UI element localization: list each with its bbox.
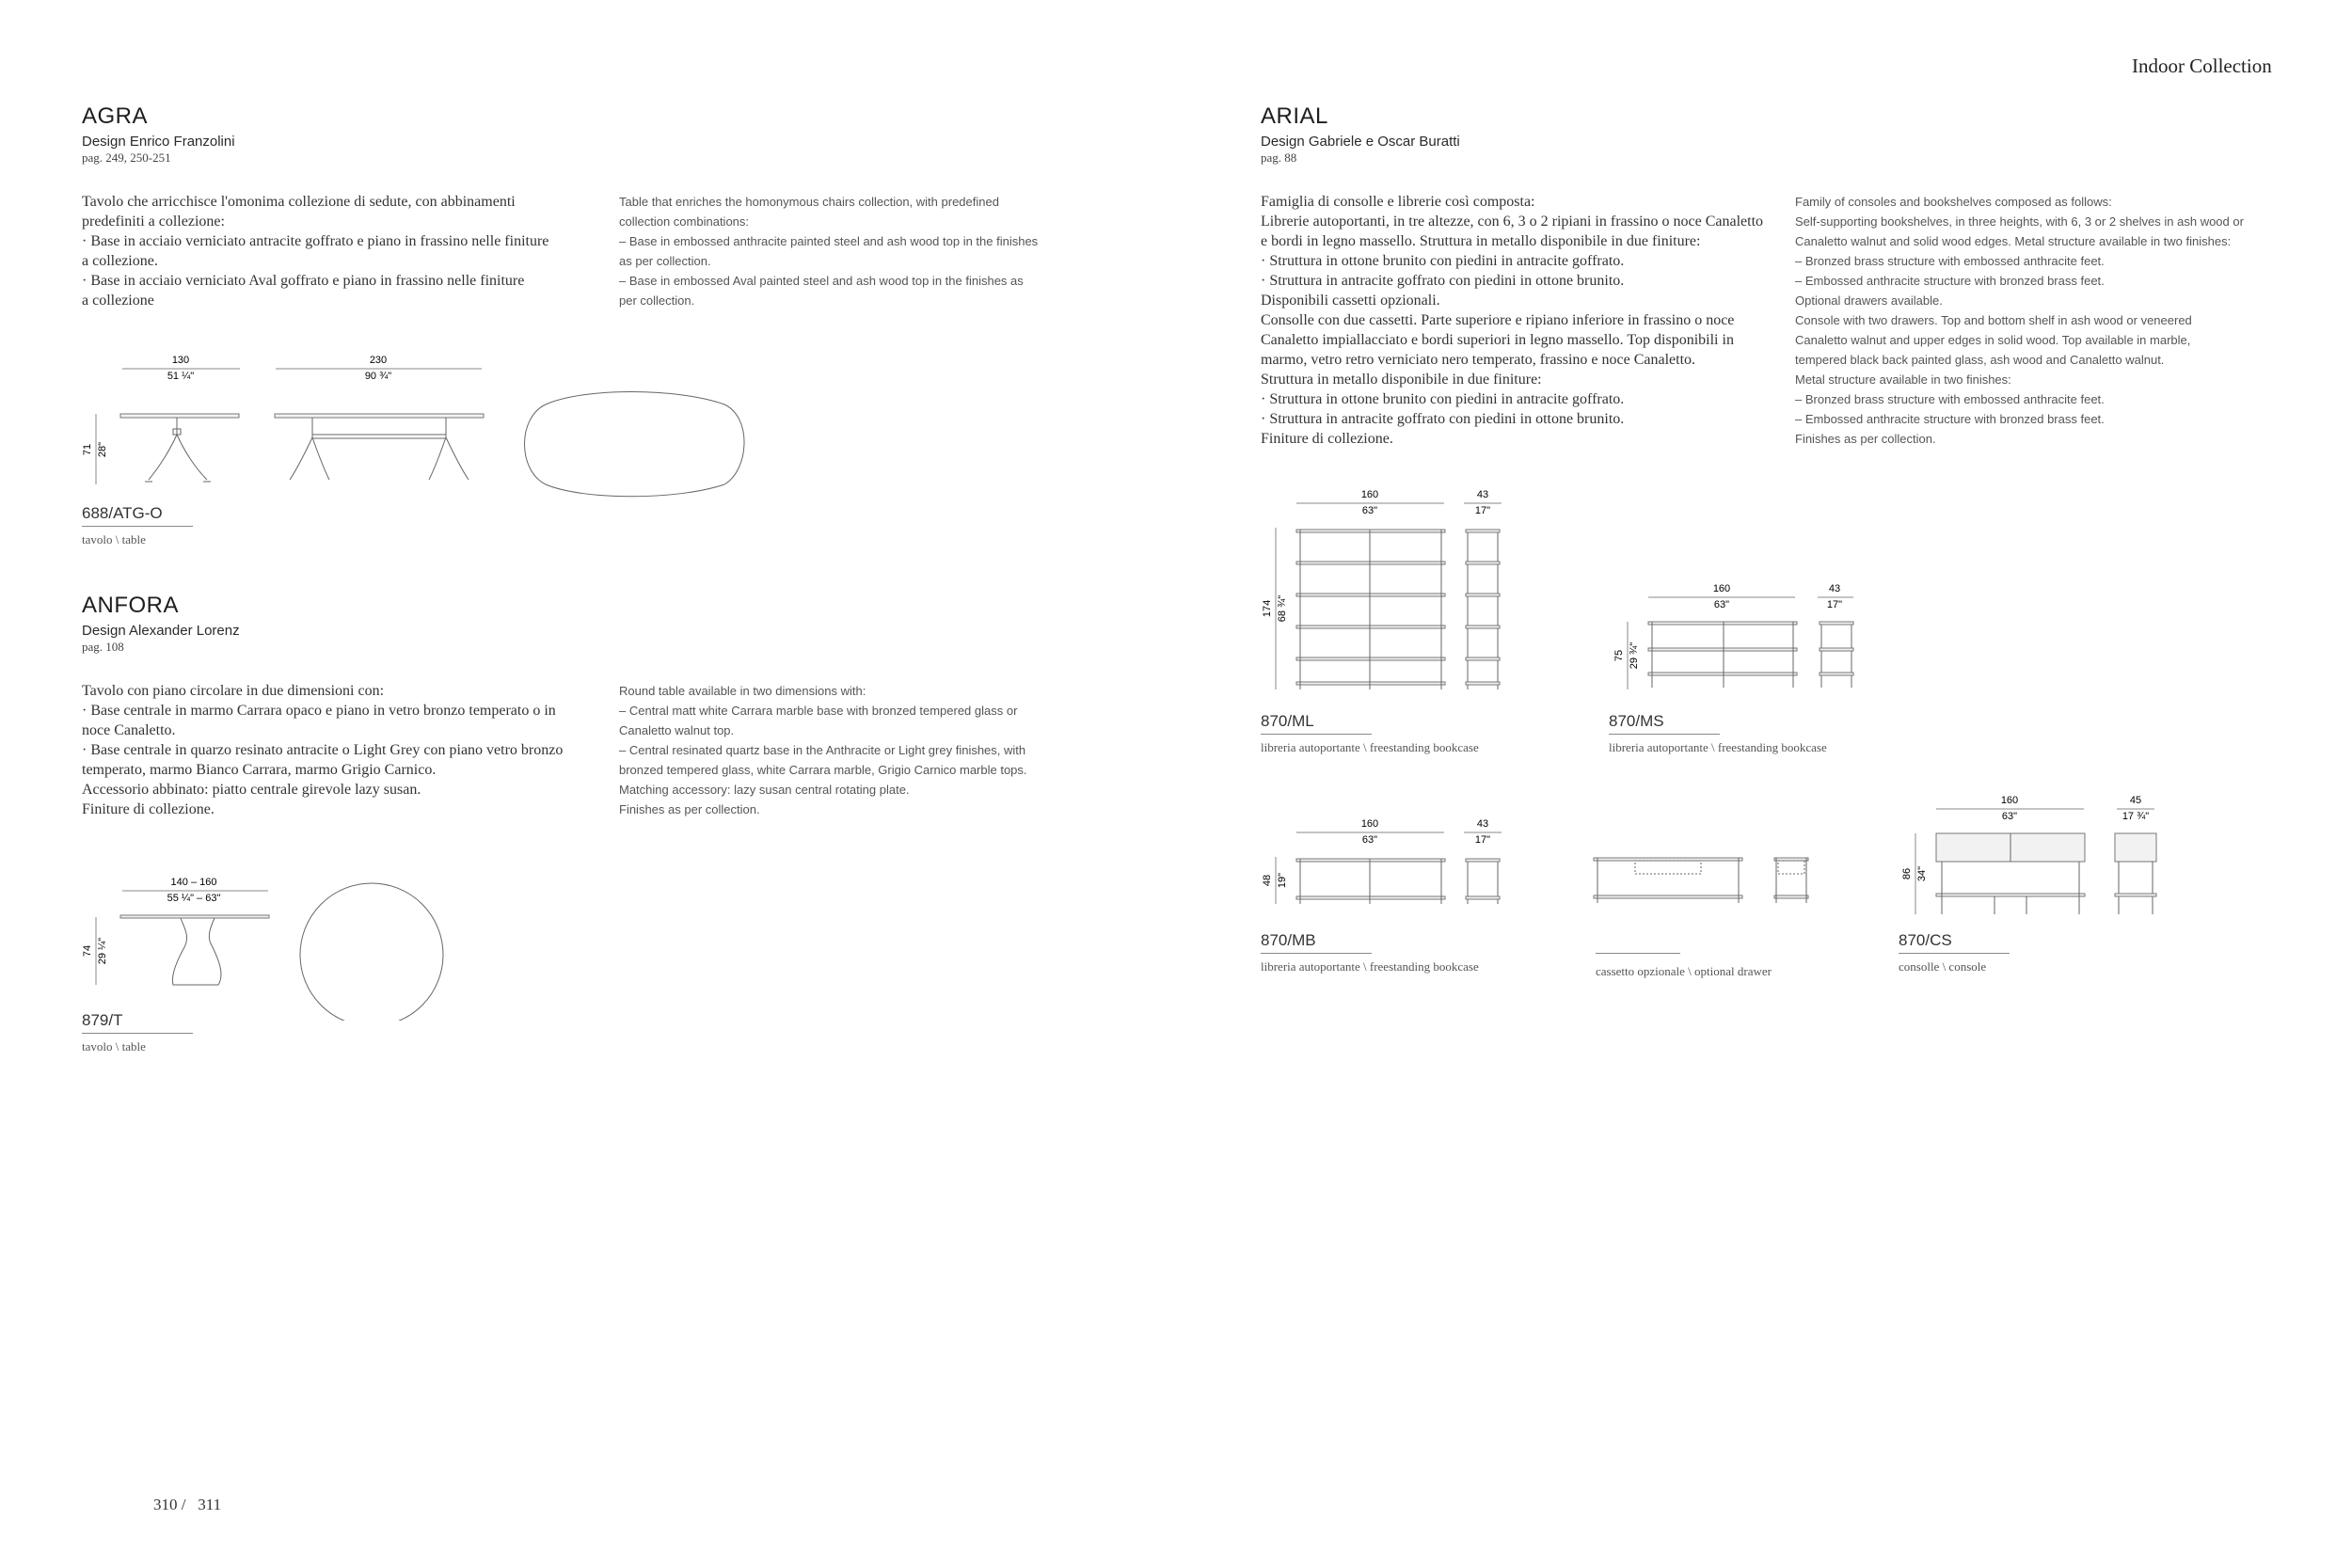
arial-cs-caption: consolle \ console — [1899, 959, 1987, 974]
arial-mb-product — [1261, 931, 1479, 974]
arial-ms-dim-h-in: 29 ¾" — [1629, 641, 1640, 670]
arial-mb-code: 870/MB — [1261, 931, 1372, 954]
arial-section — [1261, 103, 1460, 166]
arial-cs-dim-w-in: 63" — [2001, 811, 2018, 822]
arial-drawer-drawing — [1590, 847, 1872, 922]
anfora-dim-w-in: 55 ¼" – 63" — [167, 893, 221, 904]
arial-cs-product — [1899, 931, 2010, 974]
agra-dim-w1-in: 51 ¼" — [167, 371, 195, 382]
arial-ml-dim-w-in: 63" — [1361, 505, 1378, 516]
arial-ml-dim-w: 160 — [1360, 489, 1379, 500]
agra-dim-w2-in: 90 ¾" — [364, 371, 392, 382]
agra-drawing — [75, 348, 753, 508]
arial-mb-dim-h-in: 19" — [1277, 872, 1288, 889]
arial-cs-dim-h-in: 34" — [1916, 865, 1928, 882]
arial-ml-drawing — [1251, 484, 1524, 701]
anfora-dim-h: 74 — [82, 944, 93, 958]
agra-pages: pag. 249, 250-251 — [82, 150, 171, 165]
arial-ml-dim-h-in: 68 ¾" — [1277, 594, 1288, 623]
anfora-italian-text: Tavolo con piano circolare in due dimensioni con: · Base centrale in marmo Carrara opaco e piano in vetro bronzo temperato o in noce Canaletto. · Base centrale in quarzo resinato antracite o Light Grey con piano vetro bronzo temperato, marmo Bianco Carrara, marmo Grigio Carnico. Accessorio abbinato: piatto centrale girevole lazy susan. Finiture di collezione. — [82, 683, 564, 817]
arial-title: ARIAL — [1261, 103, 1328, 129]
agra-section — [82, 103, 235, 166]
agra-product-caption: tavolo \ table — [82, 532, 146, 546]
agra-dim-h-in: 28" — [97, 441, 108, 458]
anfora-section — [82, 593, 240, 655]
arial-english-text: Family of consoles and bookshelves composed as follows: Self-supporting bookshelves, in three heights, with 6, 3 or 2 shelves in ash wood or Canaletto walnut and solid wood edges. Metal structure available in two finishes: – Bronzed brass structure with embossed anthracite feet. – Embossed anthracite structure with bronzed brass feet. Optional drawers available. Console with two drawers. Top and bottom shelf in ash wood or veneered Canaletto walnut and upper edges in solid wood. Top available in marble, tempered black back painted glass, ash wood and Canaletto walnut. Metal structure available in two finishes: – Bronzed brass structure with embossed anthracite feet. – Embossed anthracite structure with bronzed brass feet. Finishes as per collection. — [1795, 195, 2244, 446]
arial-ml-dim-h: 174 — [1262, 599, 1273, 618]
agra-dim-h: 71 — [82, 443, 93, 456]
arial-cs-dim-h: 86 — [1901, 867, 1913, 880]
anfora-pages: pag. 108 — [82, 640, 124, 654]
collection-title: Indoor Collection — [2132, 55, 2272, 77]
agra-title: AGRA — [82, 103, 149, 129]
arial-ms-product — [1609, 712, 1827, 755]
arial-ms-dim-d: 43 — [1828, 583, 1841, 594]
anfora-dim-w: 140 – 160 — [170, 877, 217, 888]
agra-product-code: 688/ATG-O — [82, 504, 193, 527]
agra-english-text: Table that enriches the homonymous chairs collection, with predefined collection combinations: – Base in embossed anthracite painted steel and ash wood top in the finishes as per collection. – Base in embossed Aval painted steel and ash wood top in the finishes as per collection. — [619, 195, 1039, 308]
arial-cs-dim-d: 45 — [2129, 795, 2142, 806]
arial-mb-caption: libreria autoportante \ freestanding bookcase — [1261, 959, 1479, 974]
arial-cs-dim-w: 160 — [2000, 795, 2019, 806]
arial-drawer-caption: cassetto opzionale \ optional drawer — [1596, 964, 1772, 978]
arial-mb-dim-h: 48 — [1262, 874, 1273, 887]
agra-product — [82, 504, 193, 547]
arial-ms-dim-h: 75 — [1613, 649, 1625, 662]
arial-drawer-code-line — [1596, 931, 1680, 954]
arial-ml-product — [1261, 712, 1479, 755]
agra-designer: Design Enrico Franzolini — [82, 134, 235, 150]
arial-mb-dim-w-in: 63" — [1361, 834, 1378, 846]
anfora-product-code: 879/T — [82, 1011, 193, 1034]
agra-dim-w2: 230 — [369, 355, 388, 366]
arial-mb-dim-d-in: 17" — [1474, 834, 1491, 846]
arial-ml-code: 870/ML — [1261, 712, 1372, 735]
arial-mb-dim-d: 43 — [1476, 818, 1489, 830]
arial-mb-dim-w: 160 — [1360, 818, 1379, 830]
arial-cs-drawing — [1891, 790, 2173, 922]
arial-ms-caption: libreria autoportante \ freestanding bookcase — [1609, 740, 1827, 754]
arial-cs-code: 870/CS — [1899, 931, 2010, 954]
arial-ml-dim-d: 43 — [1476, 489, 1489, 500]
anfora-title: ANFORA — [82, 593, 180, 618]
arial-ms-dim-w-in: 63" — [1713, 599, 1730, 610]
page-numbers: 310 / 311 — [153, 1496, 222, 1513]
arial-ms-drawing — [1599, 578, 1872, 701]
arial-drawer-product — [1596, 931, 1772, 979]
anfora-dim-h-in: 29 ¼" — [97, 937, 108, 965]
arial-mb-drawing — [1251, 814, 1524, 917]
anfora-designer: Design Alexander Lorenz — [82, 623, 240, 639]
anfora-drawing — [75, 870, 470, 1021]
anfora-product — [82, 1011, 193, 1054]
arial-ms-dim-w: 160 — [1712, 583, 1731, 594]
arial-pages: pag. 88 — [1261, 150, 1297, 165]
agra-italian-text: Tavolo che arricchisce l'omonima collezione di sedute, con abbinamenti predefiniti a collezione: · Base in acciaio verniciato antracite goffrato e piano in frassino nelle finiture a collezione. · Base in acciaio verniciato Aval goffrato e piano in frassino nelle finiture a collezione — [82, 194, 549, 309]
arial-ms-dim-d-in: 17" — [1826, 599, 1843, 610]
arial-ml-dim-d-in: 17" — [1474, 505, 1491, 516]
arial-ms-code: 870/MS — [1609, 712, 1720, 735]
anfora-english-text: Round table available in two dimensions with: – Central matt white Carrara marble base with bronzed tempered glass or Canaletto walnut top. – Central resinated quartz base in the Anthracite or Light grey finishes, with bronzed tempered glass, white Carrara marble, Grigio Carnico marble tops. Matching accessory: lazy susan central rotating plate. Finishes as per collection. — [619, 684, 1027, 816]
arial-cs-dim-d-in: 17 ¾" — [2122, 811, 2150, 822]
arial-ml-caption: libreria autoportante \ freestanding bookcase — [1261, 740, 1479, 754]
arial-italian-text: Famiglia di consolle e librerie così composta: Librerie autoportanti, in tre altezze, con 6, 3 o 2 ripiani in frassino o noce Canaletto e bordi in legno massello. Struttura in metallo disponibile in due finiture: · Struttura in ottone brunito con piedini in antracite goffrato. · Struttura in antracite goffrato con piedini in ottone brunito. Disponibili cassetti opzionali. Consolle con due cassetti. Parte superiore e ripiano inferiore in frassino o noce Canaletto impiallacciato e bordi superiori in legno massello. Top disponibili in marmo, vetro retro verniciato nero temperato, frassino e noce Canaletto. Struttura in metallo disponibile in due finiture: · Struttura in ottone brunito con piedini in antracite goffrato. · Struttura in antracite goffrato con piedini in ottone brunito. Finiture di collezione. — [1261, 194, 1764, 447]
agra-dim-w1: 130 — [171, 355, 190, 366]
arial-designer: Design Gabriele e Oscar Buratti — [1261, 134, 1460, 150]
anfora-product-caption: tavolo \ table — [82, 1039, 146, 1053]
